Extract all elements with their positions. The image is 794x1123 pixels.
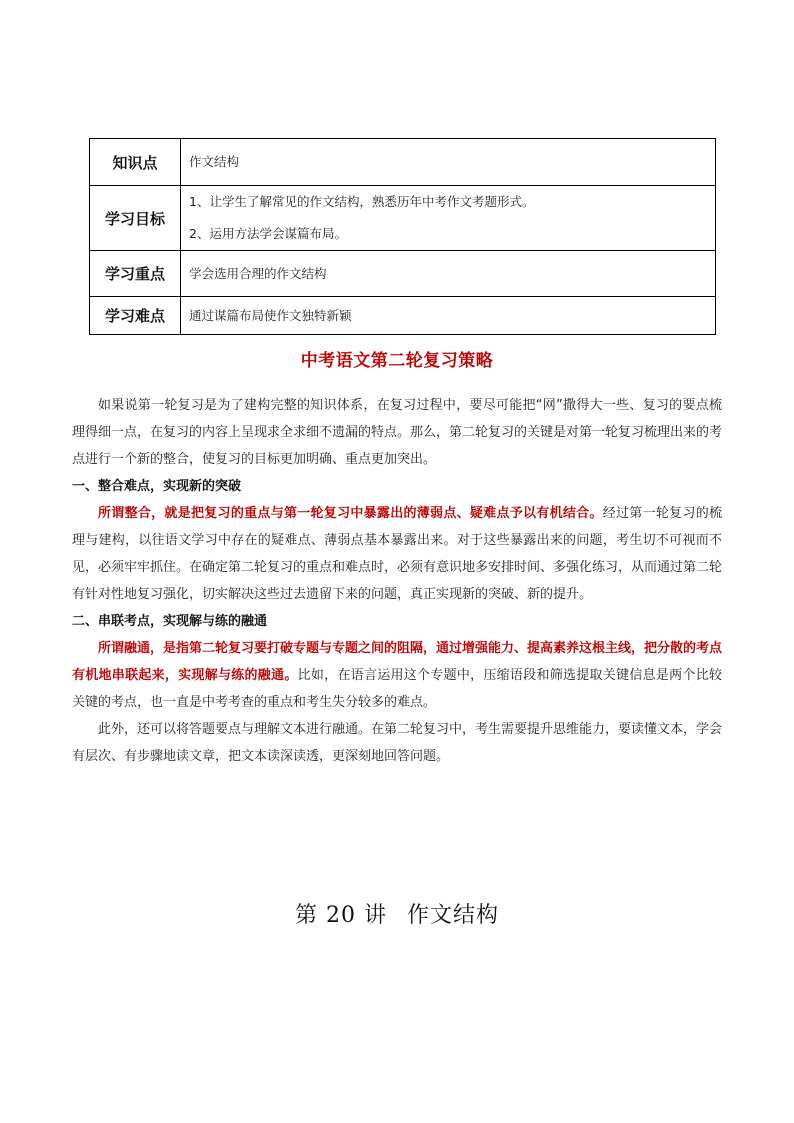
row-value-difficulty	[181, 297, 716, 335]
section2-heading: 二、串联考点，实现解与练的融通	[72, 614, 268, 629]
row-label-knowledge: 知识点	[90, 139, 181, 186]
row-value-focus	[181, 251, 716, 297]
section2-extra-paragraph: 此外，还可以将答题要点与理解文本进行融通。在第二轮复习中，考生需要提升思维能力，要读懂文本，学会有层次、有步骤地读文章，把文本读深读透，更深刻地回答问题。	[72, 722, 723, 764]
table-row	[90, 139, 716, 186]
info-table	[89, 138, 716, 335]
section2-text: 比如，在语言运用这个专题中，压缩语段和筛选提取关键信息是两个比较关键的考点，也一直是中考考查的重点和考生失分较多的难点。	[72, 668, 722, 710]
intro-paragraph: 如果说第一轮复习是为了建构完整的知识体系，在复习过程中，要尽可能把“网”撒得大一些、复习的要点梳理得细一点，在复习的内容上呈现求全求细不遗漏的特点。那么，第二轮复习的关键是对第一轮复习梳理出来的考点进行一个新的整合，使复习的目标更加明确、重点更加突出。	[72, 398, 723, 467]
row-label-focus: 学习重点	[90, 251, 181, 297]
row-value-knowledge	[181, 139, 716, 186]
row-value-goals	[181, 186, 716, 251]
row-label-difficulty: 学习难点	[90, 297, 181, 335]
lecture-title	[0, 898, 794, 929]
section1-paragraph	[72, 500, 722, 608]
section2-highlight: 所谓融通，是指第二轮复习要打破专题与专题之间的阻隔，通过增强能力、提高素养这根主线，把分散的考点有机地串联起来，实现解与练的融通。	[72, 641, 723, 683]
section1-highlight: 所谓整合，就是把复习的重点与第一轮复习中暴露出的薄弱点、疑难点予以有机结合。	[98, 506, 603, 521]
value-line: 作文结构	[189, 154, 240, 169]
table-row	[90, 297, 716, 335]
table-row	[90, 251, 716, 297]
row-label-goals: 学习目标	[90, 186, 181, 251]
lecture-topic: 作文结构	[406, 903, 499, 928]
value-line: 1、让学生了解常见的作文结构，熟悉历年中考作文考题形式。	[189, 194, 535, 209]
value-line: 通过谋篇布局使作文独特新颖	[189, 307, 352, 323]
value-line: 学会选用合理的作文结构	[189, 265, 327, 281]
strategy-body	[72, 392, 722, 770]
strategy-title: 中考语文第二轮复习策略	[300, 351, 494, 371]
value-line: 2、运用方法学会谋篇布局。	[189, 226, 347, 241]
section1-text: 经过第一轮复习的梳理与建构，以往语文学习中存在的疑难点、薄弱点基本暴露出来。对于这些暴露出来的问题，考生切不可视而不见，必须牢牢抓住。在确定第二轮复习的重点和难点时，必须有意识地多安排时间、多强化练习，从而通过第二轮有针对性地复习强化，切实解决这些过去遗留下来的问题，真正实现新的突破、新的提升。	[72, 506, 723, 602]
section2-paragraph	[72, 635, 722, 716]
lecture-number: 第 20 讲	[295, 903, 387, 928]
table-row	[90, 186, 716, 251]
section1-heading: 一、整合难点，实现新的突破	[72, 479, 242, 494]
